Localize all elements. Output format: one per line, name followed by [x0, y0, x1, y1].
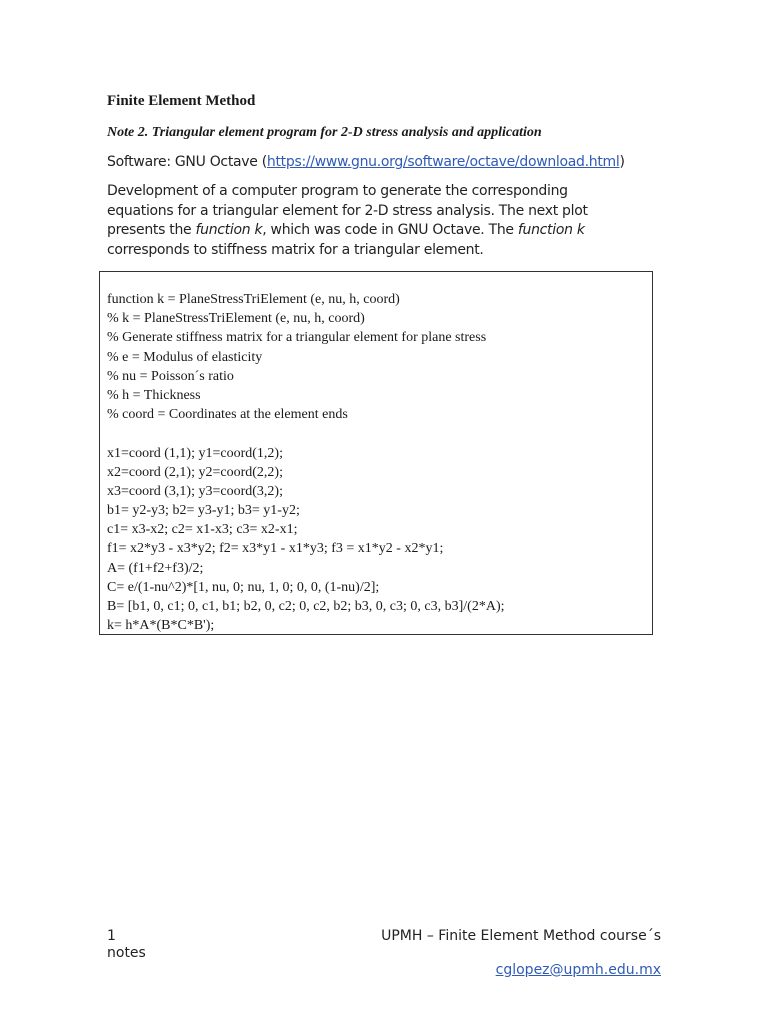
code-line: x2=coord (2,1); y2=coord(2,2);: [107, 464, 283, 480]
note-title: Note 2. Triangular element program for 2-D stress analysis and application: [107, 125, 542, 140]
code-line: % k = PlaneStressTriElement (e, nu, h, coord): [107, 311, 365, 327]
code-listing-box: [99, 271, 653, 635]
code-listing: [107, 290, 505, 635]
document-title: Finite Element Method: [107, 93, 256, 109]
code-line: % h = Thickness: [107, 387, 201, 403]
code-line: B= [b1, 0, c1; 0, c1, b1; b2, 0, c2; 0, c2, b2; b3, 0, c3; 0, c3, b3]/(2*A);: [107, 599, 505, 614]
code-line: % nu = Poisson´s ratio: [107, 368, 234, 384]
code-line: % e = Modulus of elasticity: [107, 349, 263, 365]
intro-text-1: Development of a computer program to generate the corresponding equations for a triangular element for 2-D stress analysis. The next plot presents the: [107, 183, 588, 238]
code-line: function k = PlaneStressTriElement (e, nu, h, coord): [107, 292, 400, 307]
code-line: % Generate stiffness matrix for a triangular element for plane stress: [107, 330, 487, 346]
code-line: c1= x3-x2; c2= x1-x3; c3= x2-x1;: [107, 522, 298, 538]
code-line: C= e/(1-nu^2)*[1, nu, 0; nu, 1, 0; 0, 0, (1-nu)/2];: [107, 579, 380, 595]
code-line: % coord = Coordinates at the element ends: [107, 407, 348, 423]
code-line: x3=coord (3,1); y3=coord(3,2);: [107, 483, 283, 499]
page-number: 1: [107, 928, 116, 944]
footer-email-link[interactable]: cglopez@upmh.edu.mx: [495, 962, 661, 978]
intro-text-3: corresponds to stiffness matrix for a triangular element.: [107, 241, 484, 258]
intro-paragraph: [107, 182, 627, 260]
software-prefix: Software: GNU Octave (: [107, 154, 267, 170]
footer-course-name: UPMH – Finite Element Method course´s: [381, 928, 661, 944]
code-line: f1= x2*y3 - x3*y2; f2= x3*y1 - x1*y3; f3 = x1*y2 - x2*y1;: [107, 541, 444, 557]
page-label: notes: [107, 945, 146, 961]
octave-download-link[interactable]: https://www.gnu.org/software/octave/download.html: [266, 154, 620, 170]
intro-emphasis-2: function k: [517, 222, 585, 238]
footer-page-number: [107, 928, 167, 962]
intro-emphasis-1: function k: [195, 222, 263, 238]
code-line: b1= y2-y3; b2= y3-y1; b3= y1-y2;: [107, 503, 300, 519]
code-line: k= h*A*(B*C*B');: [107, 618, 215, 634]
software-line: [107, 154, 625, 170]
software-suffix: ): [619, 154, 625, 170]
code-line: [107, 424, 505, 443]
code-line: x1=coord (1,1); y1=coord(1,2);: [107, 445, 283, 461]
code-line: A= (f1+f2+f3)/2;: [107, 560, 204, 576]
intro-text-2: , which was code in GNU Octave. The: [262, 222, 518, 238]
